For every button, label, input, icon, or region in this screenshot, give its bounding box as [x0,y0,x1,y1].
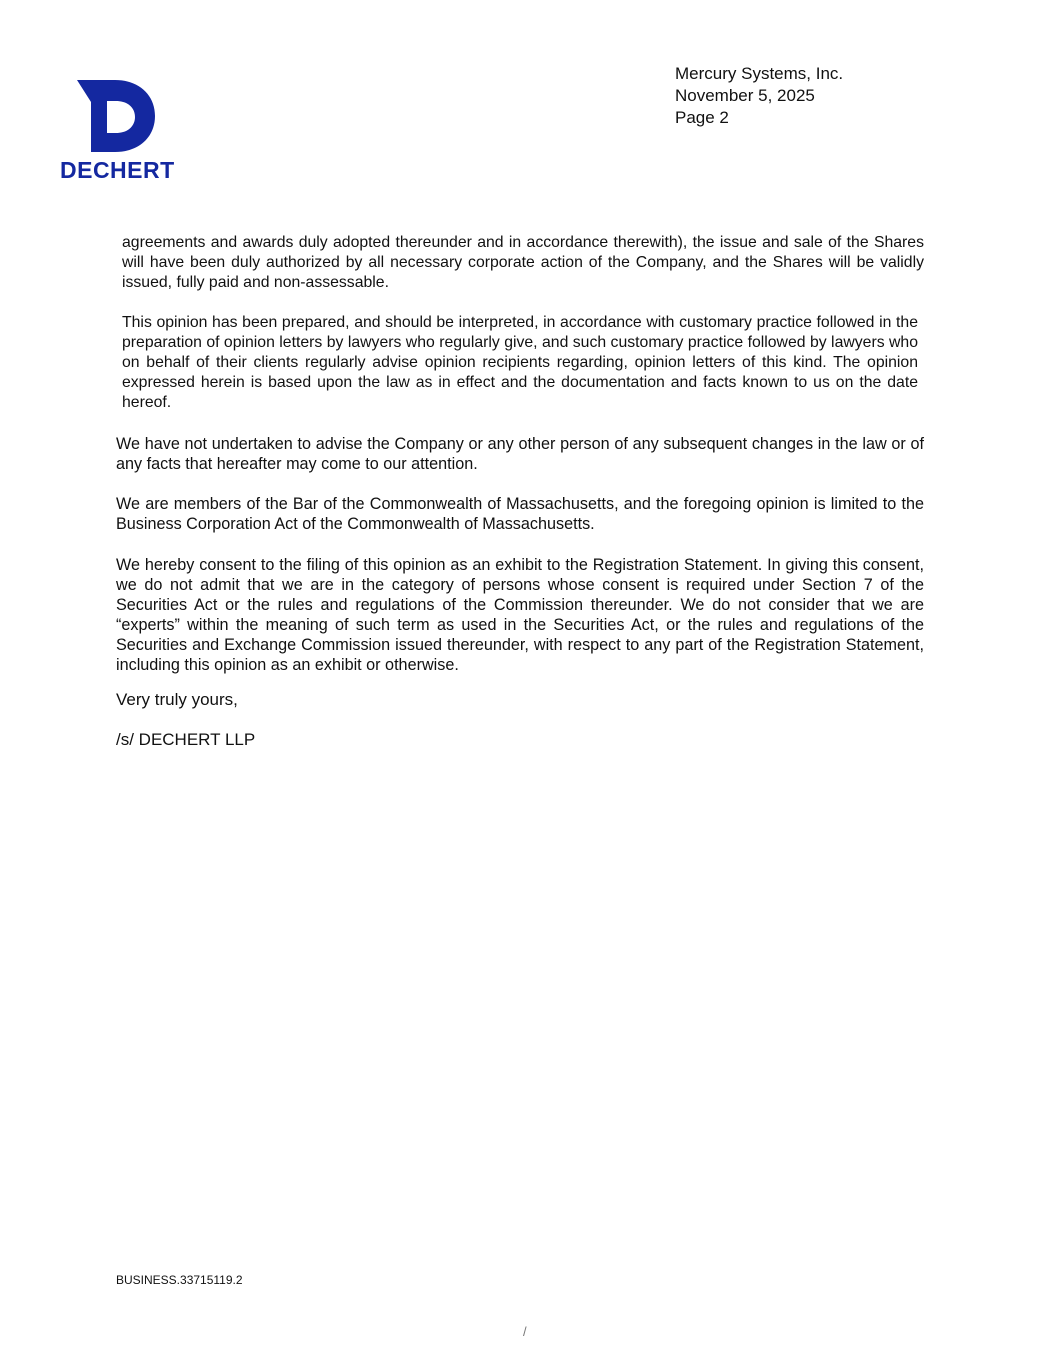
addressee-company: Mercury Systems, Inc. [675,64,844,83]
letter-header [675,63,843,129]
page-mark: / [523,1324,527,1339]
opinion-paragraph-continued: agreements and awards duly adopted thereunder and in accordance therewith), the issue and sale of the Shares will have been duly authorized by all necessary corporate action of the Company, and the Shares will be validly issued, fully paid and non-assessable. [122,234,924,291]
bar-membership-paragraph: We are members of the Bar of the Commonwealth of Massachusetts, and the foregoing opinion is limited to the Business Corporation Act of the Commonwealth of Massachusetts. [116,495,924,533]
consent-paragraph: We hereby consent to the filing of this opinion as an exhibit to the Registration Statement. In giving this consent, we do not admit that we are in the category of persons whose consent is required under Section 7 of the Securities Act or the rules and regulations of the Commission thereunder. We do not consider that we are “experts” within the meaning of such term as used in the Securities Act, or the rules and regulations of the Securities and Exchange Commission issued thereunder, with respect to any part of the Registration Statement, including this opinion as an exhibit or otherwise. [116,556,924,674]
page-number: Page 2 [675,108,729,127]
dechert-logo [60,80,180,182]
closing-salutation: Very truly yours, [116,690,238,709]
customary-practice-paragraph: This opinion has been prepared, and should be interpreted, in accordance with customary practice followed in the preparation of opinion letters by lawyers who regularly give, and such customary practice followed by lawyers who on behalf of their clients regularly advise opinion recipients regarding, opinion letters of this kind. The opinion expressed herein is based upon the law as in effect and the documentation and facts known to us on the date hereof. [122,314,918,411]
logo-wordmark: DECHERT [60,157,175,183]
document-id: BUSINESS.33715119.2 [116,1273,243,1287]
dechert-d-icon [77,80,155,152]
letter-date: November 5, 2025 [675,86,815,105]
signature: /s/ DECHERT LLP [116,730,256,749]
no-update-paragraph: We have not undertaken to advise the Company or any other person of any subsequent changes in the law or of any facts that hereafter may come to our attention. [116,435,924,473]
